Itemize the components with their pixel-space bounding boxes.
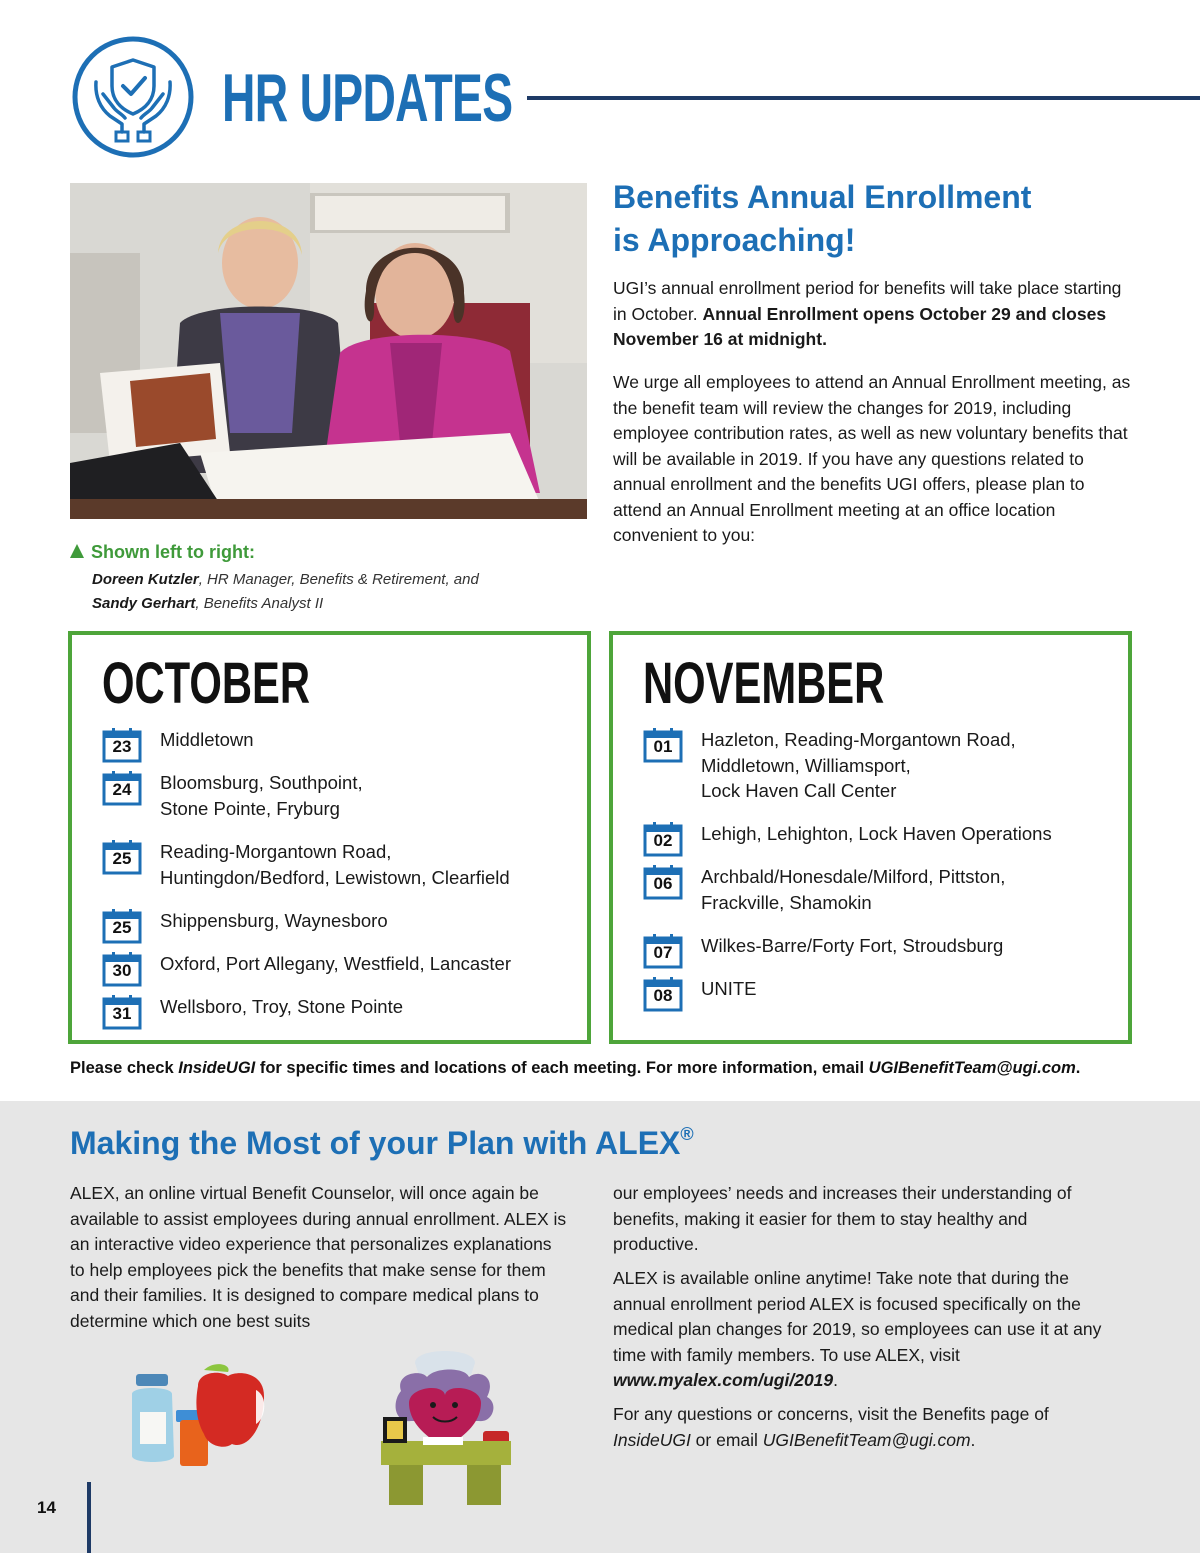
location-line: Bloomsburg, Southpoint, — [160, 772, 363, 793]
calendar-day: 06 — [653, 874, 673, 893]
page-number: 14 — [37, 1498, 56, 1517]
meeting-locations — [160, 951, 511, 977]
insideugi-link[interactable]: InsideUGI — [613, 1429, 691, 1450]
meeting-locations — [701, 864, 1005, 915]
paragraph-bold-text: Annual Enrollment opens October 29 and closes November 16 at midnight. — [613, 303, 1107, 349]
calendar-day: 25 — [112, 918, 132, 937]
calendar-day: 30 — [112, 961, 132, 980]
alex-column-2-paragraph-2 — [613, 1266, 1113, 1394]
caption-role: , HR Manager, Benefits & Retirement, and — [198, 571, 479, 588]
heart-character-illustration — [375, 1343, 515, 1513]
alex-title-text: Making the Most of your Plan with ALEX — [70, 1125, 681, 1161]
calendar-icon — [643, 976, 683, 1012]
october-schedule-box — [68, 631, 591, 1044]
alex-column-2-paragraph-1: our employees’ needs and increases their understanding of benefits, making it easier for them to stay healthy and productive. — [613, 1183, 1072, 1254]
paragraph-text: UGI’s annual enrollment period for benefits will take place starting in October. — [613, 278, 1122, 324]
meeting-locations — [160, 770, 363, 821]
caption-line-2 — [92, 595, 323, 612]
article-paragraph-2: We urge all employees to attend an Annual Enrollment meeting, as the benefit team will review the changes for 2019, including employee contribution rates, as well as new voluntary benefits that will be available in 2019. If you have any questions related to annual enrollment and the benefits UGI offers, please plan to attend an Annual Enrollment meeting at an office location convenient to you: — [613, 372, 1131, 545]
caption-name: Sandy Gerhart — [92, 595, 196, 612]
meeting-locations — [701, 933, 1003, 959]
calendar-day: 02 — [653, 831, 673, 850]
article-title — [613, 176, 1031, 262]
paragraph-text: . — [970, 1429, 976, 1450]
meeting-locations — [160, 908, 388, 934]
caption-role: , Benefits Analyst II — [195, 595, 324, 612]
article-paragraph-1 — [613, 276, 1133, 353]
note-text: Please check — [70, 1059, 179, 1077]
location-line: Shippensburg, Waynesboro — [160, 910, 388, 931]
meeting-locations — [701, 821, 1052, 847]
location-line: Lock Haven Call Center — [701, 780, 897, 801]
calendar-icon — [643, 933, 683, 969]
location-line: Reading-Morgantown Road, — [160, 841, 392, 862]
location-line: Wellsboro, Troy, Stone Pointe — [160, 996, 404, 1017]
email-link[interactable]: UGIBenefitTeam@ugi.com — [762, 1429, 971, 1450]
calendar-icon — [102, 770, 142, 806]
meeting-locations — [701, 976, 757, 1002]
location-line: UNITE — [701, 978, 757, 999]
calendar-icon — [102, 839, 142, 875]
location-line: Frackville, Shamokin — [701, 891, 872, 913]
caption-line-1 — [92, 571, 479, 588]
calendar-icon — [643, 821, 683, 857]
staff-photo — [70, 183, 587, 519]
month-title: NOVEMBER — [643, 651, 885, 716]
calendar-day: 31 — [112, 1004, 132, 1023]
calendar-icon — [102, 908, 142, 944]
article-title-line: is Approaching! — [613, 222, 856, 258]
calendar-day: 08 — [653, 986, 673, 1005]
location-line: Oxford, Port Allegany, Westfield, Lancaster — [160, 953, 511, 974]
location-line: Lehigh, Lehighton, Lock Haven Operations — [701, 823, 1052, 844]
note-text: . — [1075, 1059, 1081, 1077]
location-line: Middletown — [160, 729, 254, 750]
calendar-day: 23 — [112, 737, 132, 756]
article-title-line: Benefits Annual Enrollment — [613, 179, 1032, 215]
registered-mark: ® — [680, 1124, 694, 1144]
calendar-icon — [102, 951, 142, 987]
meeting-locations — [701, 727, 1016, 804]
november-schedule-box — [609, 631, 1132, 1044]
location-line: Middletown, Williamsport, — [701, 754, 911, 776]
paragraph-text: . — [833, 1370, 839, 1390]
location-line: Hazleton, Reading-Morgantown Road, — [701, 729, 1016, 750]
header-divider — [527, 96, 1200, 100]
calendar-day: 01 — [653, 737, 673, 756]
meeting-locations — [160, 727, 254, 753]
calendar-icon — [102, 994, 142, 1030]
location-line: Archbald/Honesdale/Milford, Pittston, — [701, 866, 1006, 887]
location-line: Huntingdon/Bedford, Lewistown, Clearfield — [160, 866, 510, 888]
meeting-locations — [160, 839, 510, 890]
photo-caption-heading — [70, 542, 255, 563]
meeting-info-note — [70, 1059, 1080, 1078]
paragraph-text: ALEX is available online anytime! Take note that during the annual enrollment period ALEX is focused specifically on the medical plan changes for 2019, so employees can use it at any time with family members. To use ALEX, visit — [613, 1268, 1102, 1365]
caption-heading-text: Shown left to right: — [91, 542, 255, 562]
paragraph-text: For any questions or concerns, visit the Benefits page of — [613, 1404, 1049, 1424]
myalex-link[interactable]: www.myalex.com/ugi/2019 — [613, 1370, 834, 1390]
health-items-illustration — [128, 1360, 278, 1470]
calendar-icon — [643, 864, 683, 900]
page-section-title: HR UPDATES — [222, 60, 513, 136]
triangle-up-icon — [70, 544, 84, 558]
calendar-icon — [102, 727, 142, 763]
caption-name: Doreen Kutzler — [92, 571, 199, 588]
shield-hands-icon — [70, 34, 196, 160]
calendar-day: 25 — [112, 849, 132, 868]
location-line: Wilkes-Barre/Forty Fort, Stroudsburg — [701, 935, 1004, 956]
note-text: for specific times and locations of each meeting. For more information, email — [255, 1059, 869, 1077]
footer-divider — [87, 1482, 91, 1553]
calendar-day: 07 — [653, 943, 673, 962]
alex-column-1: ALEX, an online virtual Benefit Counselor, will once again be available to assist employees during annual enrollment. ALEX is an interactive video experience that personalizes explanations to help employees pick the benefits that make sense for them and their families. It is designed to compare medical plans to determine which one best suits — [70, 1183, 567, 1331]
alex-column-2-paragraph-3 — [613, 1402, 1113, 1453]
insideugi-link[interactable]: InsideUGI — [178, 1059, 256, 1077]
meeting-locations — [160, 994, 403, 1020]
calendar-icon — [643, 727, 683, 763]
paragraph-text: or email — [690, 1429, 763, 1450]
month-title: OCTOBER — [102, 651, 311, 716]
calendar-day: 24 — [112, 780, 132, 799]
location-line: Stone Pointe, Fryburg — [160, 797, 340, 819]
email-link[interactable]: UGIBenefitTeam@ugi.com — [868, 1059, 1076, 1077]
alex-section-title — [70, 1124, 694, 1162]
